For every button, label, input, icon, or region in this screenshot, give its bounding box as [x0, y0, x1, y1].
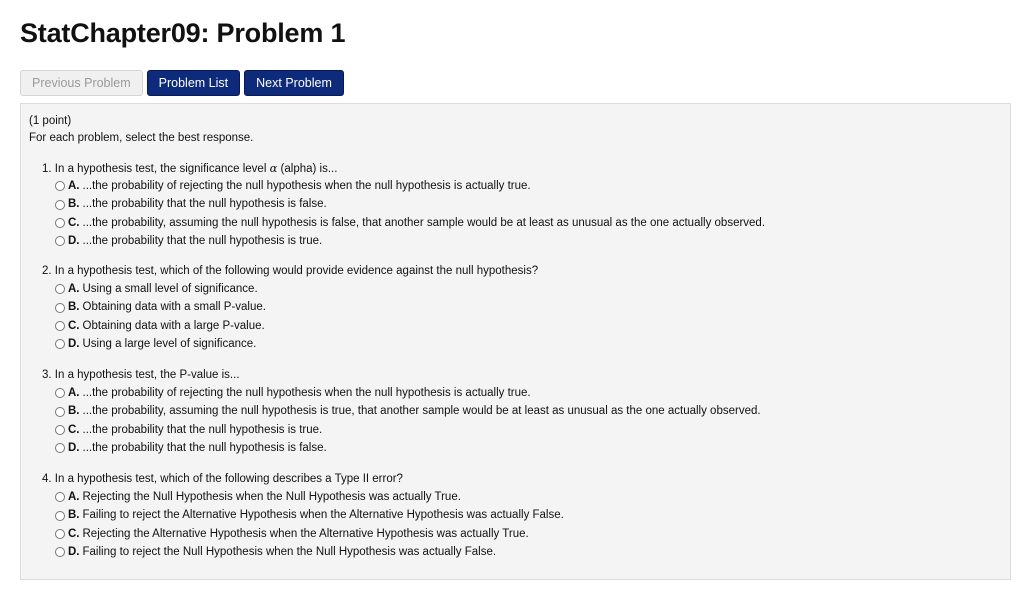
previous-problem-button[interactable]: Previous Problem [20, 70, 143, 96]
option-letter: B. [68, 509, 80, 522]
option-text: Obtaining data with a small P-value. [82, 301, 266, 314]
option-text: ...the probability of rejecting the null hypothesis when the null hypothesis is actually true. [82, 387, 531, 399]
radio-button[interactable] [55, 511, 65, 521]
option-text: ...the probability that the null hypothesis is true. [82, 423, 323, 436]
option-text: Using a large level of significance. [82, 338, 257, 351]
question-text-prefix: 1. In a hypothesis test, the significance level [42, 163, 270, 175]
option-a[interactable] [42, 384, 761, 402]
option-text: Rejecting the Null Hypothesis when the Null Hypothesis was actually True. [82, 491, 461, 503]
option-a[interactable] [42, 177, 765, 195]
option-text: Rejecting the Alternative Hypothesis when the Alternative Hypothesis was actually True. [82, 527, 529, 540]
question-text: 4. In a hypothesis test, which of the following describes a Type II error? [42, 473, 403, 485]
option-text: ...the probability of rejecting the null hypothesis when the null hypothesis is actually true. [82, 180, 531, 192]
radio-button[interactable] [55, 529, 65, 539]
option-text: ...the probability that the null hypothesis is false. [82, 198, 327, 211]
option-letter: C. [68, 319, 80, 332]
option-letter: A. [68, 180, 80, 192]
option-d[interactable] [42, 335, 538, 353]
option-text: Failing to reject the Alternative Hypothesis when the Alternative Hypothesis was actually False. [82, 509, 564, 522]
radio-button[interactable] [55, 339, 65, 349]
option-letter: D. [68, 338, 80, 351]
radio-button[interactable] [55, 425, 65, 435]
question-3 [42, 366, 761, 458]
option-letter: D. [68, 235, 80, 248]
radio-button[interactable] [55, 443, 65, 453]
radio-button[interactable] [55, 284, 65, 294]
point-value: (1 point) [29, 115, 72, 127]
option-text: ...the probability that the null hypothesis is false. [82, 442, 327, 455]
option-letter: A. [68, 283, 80, 295]
option-b[interactable] [42, 195, 765, 213]
radio-button[interactable] [55, 236, 65, 246]
next-problem-button[interactable]: Next Problem [244, 70, 344, 96]
radio-button[interactable] [55, 218, 65, 228]
option-letter: D. [68, 442, 80, 455]
option-text: Failing to reject the Null Hypothesis when the Null Hypothesis was actually False. [82, 546, 497, 559]
question-4 [42, 470, 564, 562]
problem-nav [20, 70, 344, 96]
problem-panel [20, 103, 1011, 580]
option-text: Using a small level of significance. [82, 283, 258, 295]
option-text: ...the probability that the null hypothesis is true. [82, 235, 323, 248]
radio-button[interactable] [55, 388, 65, 398]
option-letter: D. [68, 546, 80, 559]
question-text-suffix: (alpha) is... [277, 163, 338, 175]
option-b[interactable] [42, 298, 538, 316]
question-text: 2. In a hypothesis test, which of the following would provide evidence against the null hypothesis? [42, 265, 539, 277]
alpha-symbol: α [269, 161, 278, 175]
radio-button[interactable] [55, 200, 65, 210]
option-c[interactable] [42, 214, 765, 232]
radio-button[interactable] [55, 303, 65, 313]
radio-button[interactable] [55, 492, 65, 502]
option-b[interactable] [42, 402, 761, 420]
radio-button[interactable] [55, 407, 65, 417]
question-text [42, 159, 765, 177]
option-d[interactable] [42, 439, 761, 457]
option-a[interactable] [42, 488, 564, 506]
option-d[interactable] [42, 543, 564, 561]
option-b[interactable] [42, 506, 564, 524]
option-letter: A. [68, 491, 80, 503]
question-2 [42, 262, 538, 354]
instructions: For each problem, select the best response. [29, 132, 254, 144]
option-c[interactable] [42, 317, 538, 335]
option-text: ...the probability, assuming the null hypothesis is false, that another sample would be at least as unusual as the one actually observed. [82, 216, 766, 229]
radio-button[interactable] [55, 181, 65, 191]
option-letter: B. [68, 405, 80, 418]
option-letter: A. [68, 387, 80, 399]
option-a[interactable] [42, 280, 538, 298]
option-letter: C. [68, 216, 80, 229]
option-text: ...the probability, assuming the null hypothesis is true, that another sample would be at least as unusual as the one actually observed. [82, 405, 761, 418]
option-letter: C. [68, 423, 80, 436]
option-d[interactable] [42, 232, 765, 250]
question-text: 3. In a hypothesis test, the P-value is... [42, 369, 240, 381]
option-letter: C. [68, 527, 80, 540]
option-letter: B. [68, 301, 80, 314]
question-1 [42, 159, 765, 251]
problem-list-button[interactable]: Problem List [147, 70, 240, 96]
option-c[interactable] [42, 421, 761, 439]
page-title: StatChapter09: Problem 1 [20, 18, 346, 48]
option-text: Obtaining data with a large P-value. [82, 319, 265, 332]
option-c[interactable] [42, 525, 564, 543]
radio-button[interactable] [55, 547, 65, 557]
radio-button[interactable] [55, 321, 65, 331]
option-letter: B. [68, 198, 80, 211]
